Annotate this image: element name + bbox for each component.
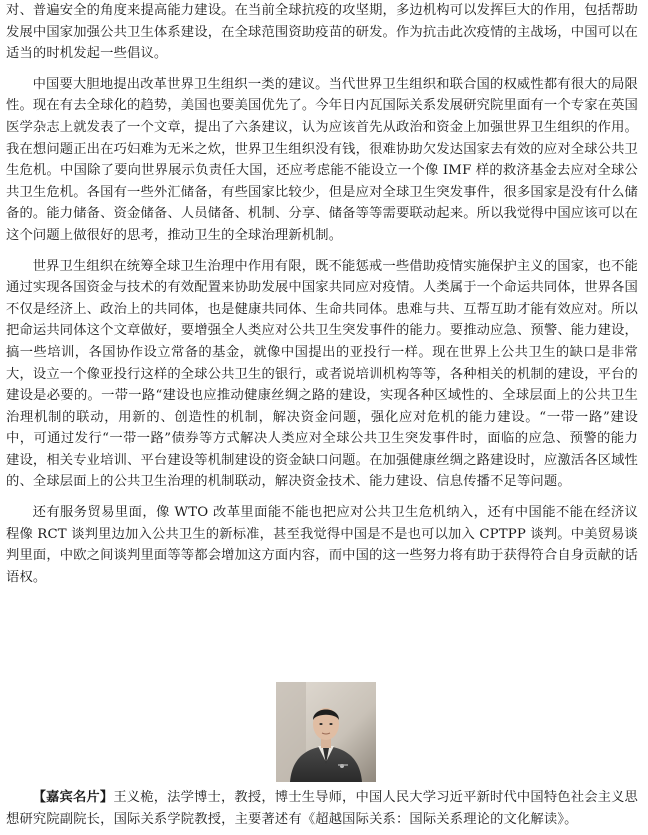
article-paragraph-4: 还有服务贸易里面，像 WTO 改革里面能不能也把应对公共卫生危机纳入，还有中国能不能在经济议程像 RCT 谈判里边加入公共卫生的新标准，甚至我觉得中国是不是也可以加入 CPTPP 谈判。中美贸易谈判里面，中欧之间谈判里面等等都会增加这方面内容，而中国的这一些努力将有助于获得符合自身贡献的话语权。 xyxy=(6,505,639,585)
article-paragraph-1: 对、普遍安全的角度来提高能力建设。在当前全球抗疫的攻坚期，多边机构可以发挥巨大的作用，包括帮助发展中国家加强公共卫生体系建设，在全球范围资助疫苗的研发。作为抗击此次疫情的主战场，中国可以在适当的时机发起一些倡议。 xyxy=(6,3,639,62)
article-paragraph-2: 中国要大胆地提出改革世界卫生组织一类的建议。当代世界卫生组织和联合国的权威性都有很大的局限性。现在有去全球化的趋势，美国也要美国优先了。今年日内瓦国际关系发展研究院里面有一个专家在英国医学杂志上就发表了一个文章，提出了六条建议，认为应该首先从政治和资金上加强世界卫生组织的作用。我在想问题正出在巧妇难为无米之炊，世界卫生组织没有钱，很难协助欠发达国家去有效的应对全球公共卫生危机。中国除了要向世界展示负责任大国，还应考虑能不能设立一个像 IMF 样的救济基金去应对全球公共卫生危机。各国有一些外汇储备，有些国家比较少，但是应对全球卫生突发事件，很多国家是没有什么储备的。能力储备、资金储备、人员储备、机制、分享、储备等等需要联动起来。所以我觉得中国应该可以在这个问题上做很好的思考，推动卫生的全球治理新机制。 xyxy=(6,76,639,243)
guest-portrait-image xyxy=(276,682,376,782)
article-body xyxy=(6,0,638,588)
guest-portrait xyxy=(276,682,376,782)
guest-bio-tag: 【嘉宾名片】 xyxy=(32,790,114,805)
article-paragraph-3: 世界卫生组织在统筹全球卫生治理中作用有限，既不能惩戒一些借助疫情实施保护主义的国家，也不能通过实现各国资金与技术的有效配置来协助发展中国家共同应对疫情。人类属于一个命运共同体，世界各国不仅是经济上、政治上的共同体，也是健康共同体、生命共同体。患难与共、互帮互助才能有效应对。所以把命运共同体这个文章做好，要增强全人类应对公共卫生突发事件的能力。要推动应急、预警、能力建设，搞一些培训，各国协作设立常备的基金，就像中国提出的亚投行一样。现在世界上公共卫生的缺口是非常大，设立一个像亚投行这样的全球公共卫生的银行，或者说培训机构等等，各种相关的机制的建设，平台的建设是必要的。一带一路“建设也应推动健康丝绸之路的建设，实现各种区域性的、全球层面上的公共卫生治理机制的联动，用新的、创造性的机制，解决资金问题，强化应对危机的能力建设。“一带一路”建设中，可通过发行“一带一路”债券等方式解决人类应对全球公共卫生突发事件时，面临的应急、预警的能力建设，相关专业培训、平台建设等机制建设的资金缺口问题。在加强健康丝绸之路建设时，应激活各区域性的、全球层面上的公共卫生治理的机制联动，解决资金技术、能力建设、信息传播不足等问题。 xyxy=(6,258,639,490)
guest-bio-text: 王义桅，法学博士，教授，博士生导师，中国人民大学习近平新时代中国特色社会主义思想研究院副院长，国际关系学院教授，主要著述有《超越国际关系：国际关系理论的文化解读》。 xyxy=(6,790,638,827)
guest-bio xyxy=(6,787,638,830)
